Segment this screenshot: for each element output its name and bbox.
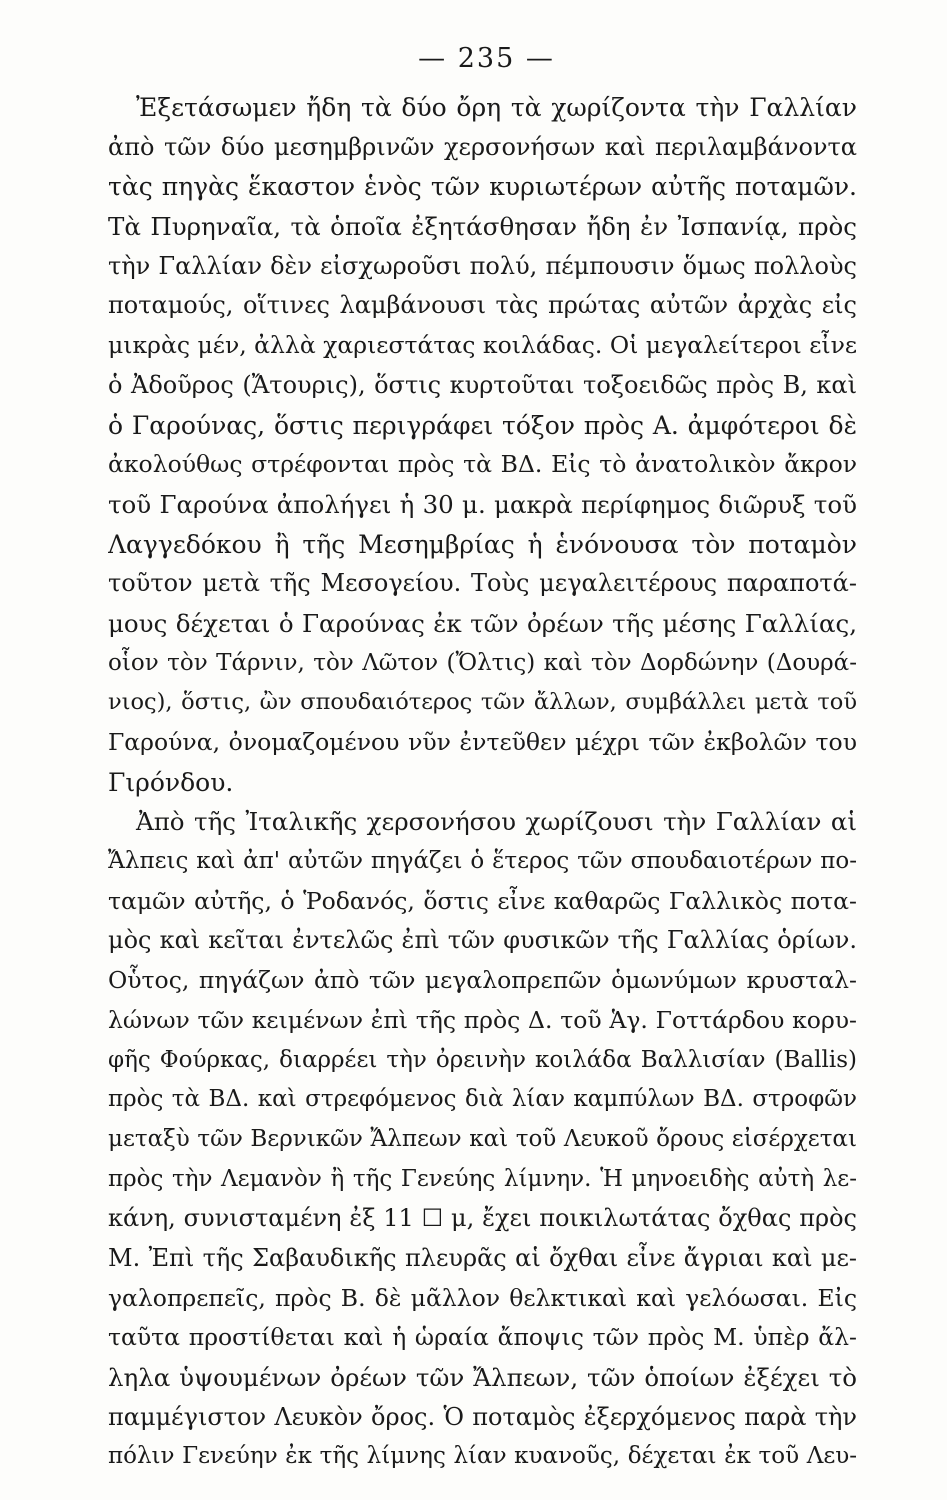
text-line: τοῦ Γαρούνα ἀπολήγει ἡ 30 μ. μακρὰ περίφημος διῶρυξ τοῦ <box>108 489 857 519</box>
body-text <box>108 88 857 1477</box>
text-line: φῆς Φούρκας, διαρρέει τὴν ὀρεινὴν κοιλάδα Βαλλισίαν (Ballis) <box>108 1046 857 1073</box>
text-line: παμμέγιστον Λευκὸν ὄρος. Ὁ ποταμὸς ἐξερχόμενος παρὰ τὴν <box>108 1402 857 1431</box>
text-line: Τὰ Πυρηναῖα, τὰ ὁποῖα ἐξητάσθησαν ἤδη ἐν Ἰσπανίᾳ, πρὸς <box>108 212 857 242</box>
text-line: πρὸς τὴν Λεμανὸν ἢ τῆς Γενεύης λίμνην. Ἡ μηνοειδὴς αὐτὴ λε- <box>108 1165 857 1192</box>
text-line: πόλιν Γενεύην ἐκ τῆς λίμνης λίαν κυανοῦς, δέχεται ἐκ τοῦ Λευ- <box>108 1443 857 1470</box>
text-line: Μ. Ἐπὶ τῆς Σαβαυδικῆς πλευρᾶς αἱ ὄχθαι εἶνε ἄγριαι καὶ με- <box>108 1243 857 1272</box>
text-line: νιος), ὅστις, ὢν σπουδαιότερος τῶν ἄλλων, συμβάλλει μετὰ τοῦ <box>108 689 857 716</box>
text-line: πρὸς τὰ ΒΔ. καὶ στρεφόμενος διὰ λίαν καμπύλων ΒΔ. στροφῶν <box>108 1086 857 1113</box>
text-line: ἀκολούθως στρέφονται πρὸς τὰ ΒΔ. Εἰς τὸ ἀνατολικὸν ἄκρον <box>108 450 857 479</box>
text-line: Ἀπὸ τῆς Ἰταλικῆς χερσονήσου χωρίζουσι τὴν Γαλλίαν αἱ <box>136 807 857 837</box>
text-line: Οὗτος, πηγάζων ἀπὸ τῶν μεγαλοπρεπῶν ὁμωνύμων κρυσταλ- <box>108 966 857 995</box>
text-line: μους δέχεται ὁ Γαρούνας ἐκ τῶν ὀρέων τῆς μέσης Γαλλίας, <box>108 608 857 638</box>
text-line: Λαγγεδόκου ἢ τῆς Μεσημβρίας ἡ ἑνόνουσα τὸν ποταμὸν <box>108 529 857 559</box>
text-line: μὸς καὶ κεῖται ἐντελῶς ἐπὶ τῶν φυσικῶν τῆς Γαλλίας ὁρίων. <box>108 926 857 955</box>
page-number: — 235 — <box>418 43 555 74</box>
text-line: λώνων τῶν κειμένων ἐπὶ τῆς πρὸς Δ. τοῦ Ἁγ. Γοττάρδου κορυ- <box>108 1005 857 1034</box>
text-line: μικρὰς μέν, ἀλλὰ χαριεστάτας κοιλάδας. Οἱ μεγαλείτεροι εἶνε <box>108 331 857 360</box>
text-line: Γαρούνα, ὀνομαζομένου νῦν ἐντεῦθεν μέχρι τῶν ἐκβολῶν του <box>108 728 857 756</box>
text-line: γαλοπρεπεῖς, πρὸς Β. δὲ μᾶλλον θελκτικαὶ καὶ γελόωσαι. Εἰς <box>108 1283 857 1312</box>
text-line: ληλα ὑψουμένων ὀρέων τῶν Ἄλπεων, τῶν ὁποίων ἐξέχει τὸ <box>108 1363 857 1392</box>
text-line: κάνη, συνισταμένη ἐξ 11 ☐ μ, ἔχει ποικιλωτάτας ὄχθας πρὸς <box>108 1204 857 1233</box>
text-line: ὁ Ἀδοῦρος (Ἄτουρις), ὅστις κυρτοῦται τοξοειδῶς πρὸς Β, καὶ <box>108 370 857 399</box>
text-line: μεταξὺ τῶν Βερνικῶν Ἄλπεων καὶ τοῦ Λευκοῦ ὄρους εἰσέρχεται <box>108 1125 857 1152</box>
text-line: τοῦτον μετὰ τῆς Μεσογείου. Τοὺς μεγαλειτέρους παραποτά- <box>108 569 857 598</box>
text-line: ποταμούς, οἵτινες λαμβάνουσι τὰς πρώτας αὐτῶν ἀρχὰς εἰς <box>108 291 857 320</box>
text-line: ταῦτα προστίθεται καὶ ἡ ὡραία ἄποψις τῶν πρὸς Μ. ὑπὲρ ἄλ- <box>108 1323 857 1352</box>
text-line: Γιρόνδου. <box>108 767 234 797</box>
text-line: ταμῶν αὐτῆς, ὁ Ῥοδανός, ὅστις εἶνε καθαρῶς Γαλλικὸς ποτα- <box>108 886 857 915</box>
text-line: Ἐξετάσωμεν ἤδη τὰ δύο ὄρη τὰ χωρίζοντα τὴν Γαλλίαν <box>136 93 857 122</box>
text-line: Ἄλπεις καὶ ἀπ' αὐτῶν πηγάζει ὁ ἕτερος τῶν σπουδαιοτέρων πο- <box>108 848 857 875</box>
text-line: τὰς πηγὰς ἕκαστον ἑνὸς τῶν κυριωτέρων αὐτῆς ποταμῶν. <box>108 172 857 202</box>
text-line: οἷον τὸν Τάρνιν, τὸν Λῶτον (Ὄλτις) καὶ τὸν Δορδώνην (Δουρά- <box>108 649 857 676</box>
text-line: τὴν Γαλλίαν δὲν εἰσχωροῦσι πολύ, πέμπουσιν ὅμως πολλοὺς <box>108 251 857 280</box>
text-line: ἀπὸ τῶν δύο μεσημβρινῶν χερσονήσων καὶ περιλαμβάνοντα <box>108 132 857 161</box>
text-line: ὁ Γαρούνας, ὅστις περιγράφει τόξον πρὸς Α. ἀμφότεροι δὲ <box>108 410 857 440</box>
